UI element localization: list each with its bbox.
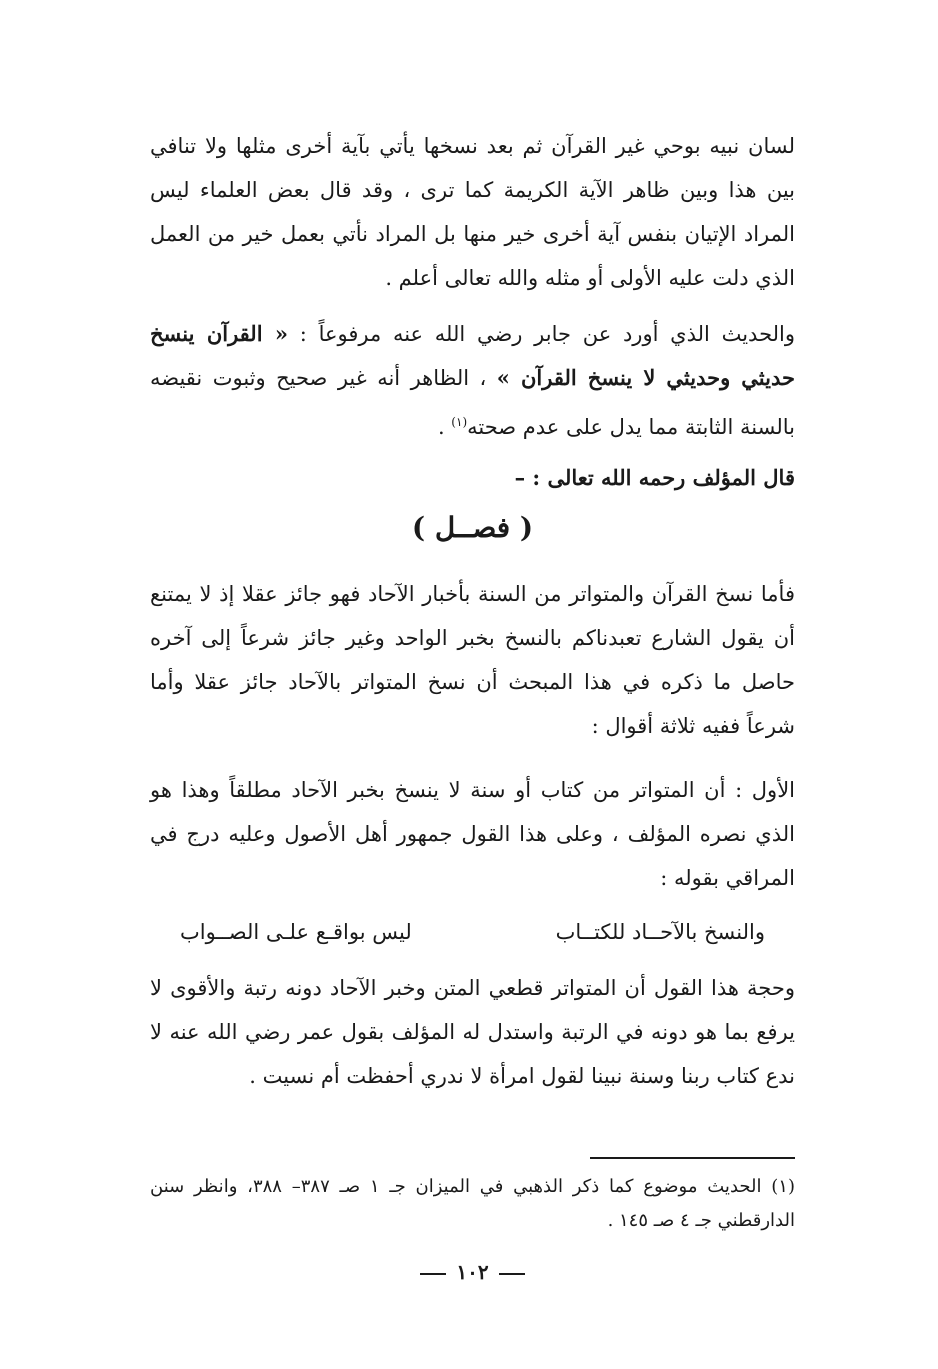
page-number-value: ١٠٢ xyxy=(456,1260,489,1284)
footnote: (١) الحديث موضوع كما ذكر الذهبي في الميزان جـ ١ صـ ٣٨٧– ٣٨٨، وانظر سنن الدارقطني جـ ٤ صـ ١٤٥ . xyxy=(150,1176,795,1231)
paragraph-2 xyxy=(150,312,795,449)
paragraph-2-intro: والحديث الذي أورد عن جابر رضي الله عنه مرفوعاً : xyxy=(288,322,795,346)
hadith-quote: « القرآن ينسخ حديثي وحديثي لا ينسخ القرآن » xyxy=(150,321,795,390)
footnote-reference: (١) xyxy=(451,415,468,429)
page-number-dash-right xyxy=(499,1273,525,1275)
verse-second-hemistich: ليس بواقـع علـى الصــواب xyxy=(180,920,412,944)
page-number-dash-left xyxy=(420,1273,446,1275)
author-heading: قال المؤلف رحمه الله تعالى : – xyxy=(514,465,795,490)
paragraph-1: لسان نبيه بوحي غير القرآن ثم بعد نسخها يأتي بآية أخرى مثلها ولا تنافي بين هذا وبين ظاهر الآية الكريمة كما ترى ، وقد قال بعض العلماء ليس المراد الإتيان بنفس آية أخرى خير منها بل المراد نأتي بعمل خير من العمل الذي دلت عليه الأولى أو مثله والله تعالى أعلم . xyxy=(150,134,795,290)
paragraph-2-end: . xyxy=(437,415,452,439)
paragraph-4: الأول : أن المتواتر من كتاب أو سنة لا ينسخ بخبر الآحاد مطلقاً وهذا هو الذي نصره المؤلف ، وعلى هذا القول جمهور أهل الأصول وعليه درج في المراقي بقوله : xyxy=(150,778,795,890)
poetry-verse xyxy=(150,910,795,954)
verse-first-hemistich: والنسخ بالآحــاد للكتــاب xyxy=(555,920,765,944)
section-title: ( فصــل ) xyxy=(411,511,534,544)
paragraph-3: فأما نسخ القرآن والمتواتر من السنة بأخبار الآحاد فهو جائز عقلا إذ لا يمتنع أن يقول الشارع تعبدناكم بالنسخ بخبر الواحد وغير جائز شرعاً إلى آخره حاصل ما ذكره في هذا المبحث أن نسخ المتواتر بالآحاد جائز عقلا وأما شرعاً ففيه ثلاثة أقوال : xyxy=(150,582,795,738)
footnote-separator xyxy=(590,1157,795,1159)
paragraph-5: وحجة هذا القول أن المتواتر قطعي المتن وخبر الآحاد دونه رتبة والأقوى لا يرفع بما هو دونه في الرتبة واستدل له المؤلف بقول عمر رضي الله عنه لا ندع كتاب ربنا وسنة نبينا لقول امرأة لا ندري أحفظت أم نسيت . xyxy=(150,976,795,1088)
page-number xyxy=(150,1252,795,1292)
paragraph-2-rest: ، الظاهر أنه غير صحيح وثبوت نقيضه بالسنة الثابتة مما يدل على عدم صحته xyxy=(150,366,795,439)
